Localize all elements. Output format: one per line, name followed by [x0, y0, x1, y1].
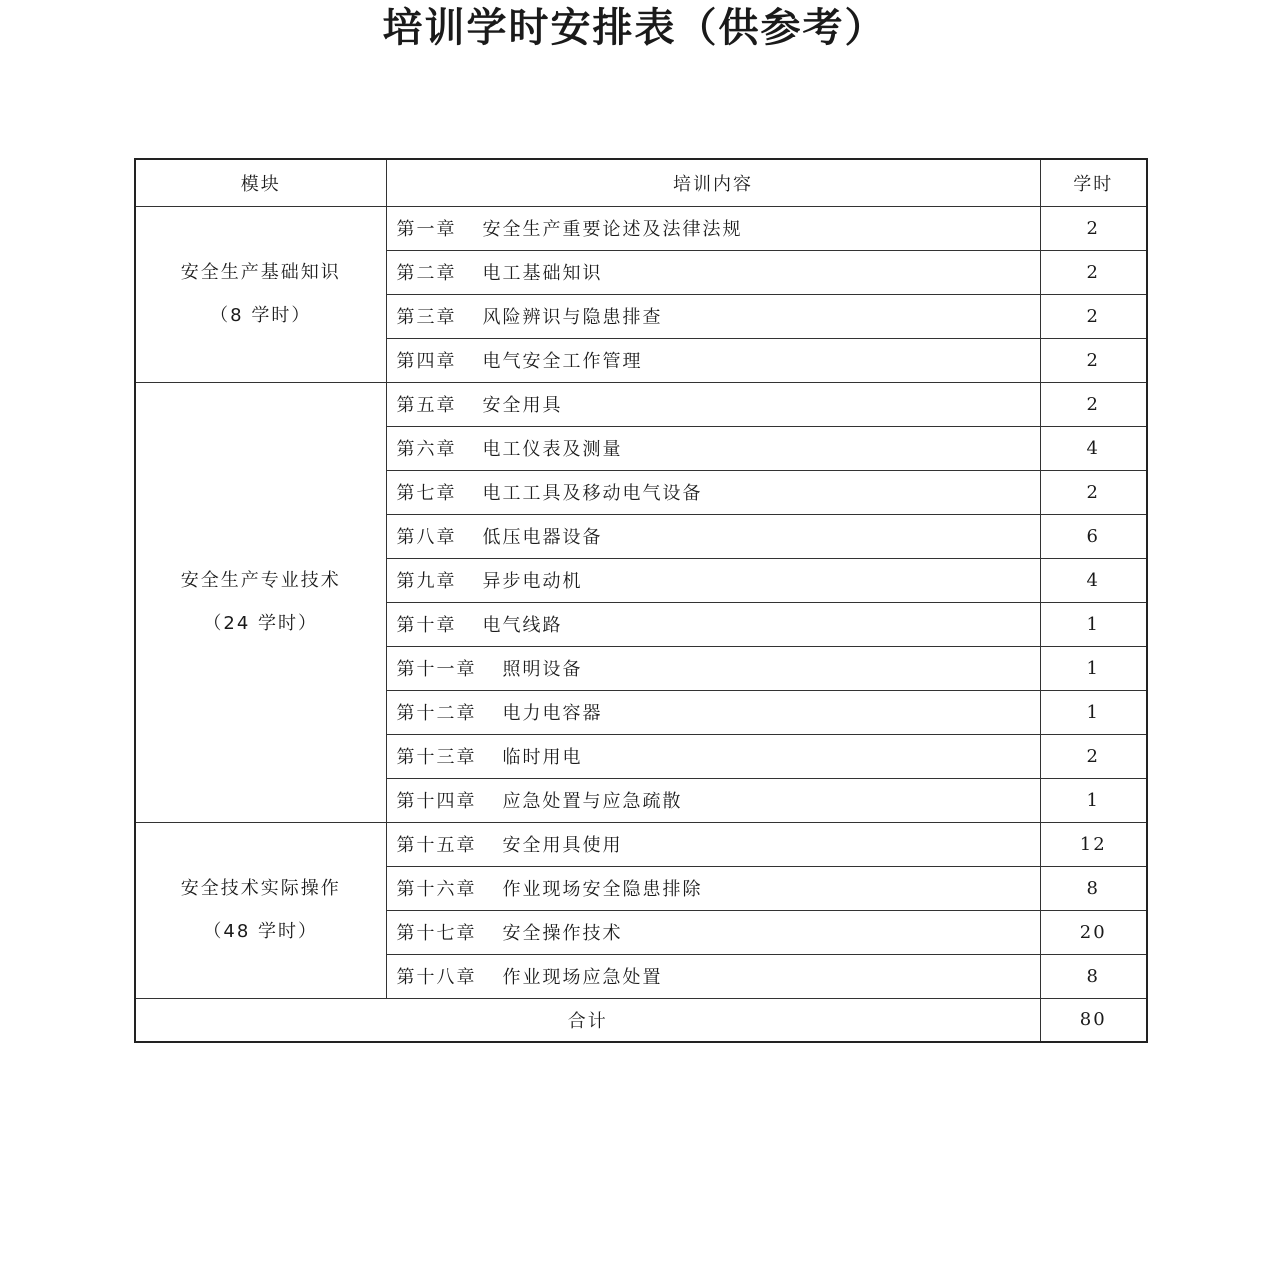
chapter-number: 第七章	[396, 483, 457, 504]
chapter-hours: 1	[1040, 602, 1147, 646]
chapter-title: 作业现场应急处置	[502, 967, 663, 988]
chapter-hours: 2	[1040, 734, 1147, 778]
chapter-title: 安全用具使用	[502, 835, 623, 856]
chapter-cell	[386, 514, 1040, 558]
chapter-hours: 4	[1040, 558, 1147, 602]
chapter-number: 第十四章	[396, 791, 477, 812]
module-hours: （8 学时）	[210, 305, 312, 326]
chapter-number: 第十八章	[396, 967, 477, 988]
chapter-hours: 2	[1040, 382, 1147, 426]
table-row	[135, 822, 1147, 866]
chapter-hours: 2	[1040, 294, 1147, 338]
chapter-number: 第二章	[396, 263, 457, 284]
chapter-cell	[386, 690, 1040, 734]
chapter-title: 应急处置与应急疏散	[502, 791, 683, 812]
module-cell-basic	[135, 206, 386, 382]
chapter-cell	[386, 250, 1040, 294]
module-name: 安全生产基础知识	[180, 262, 341, 283]
chapter-title: 电气线路	[482, 615, 563, 636]
table-header-row	[135, 159, 1147, 206]
chapter-title: 电气安全工作管理	[482, 351, 643, 372]
chapter-hours: 2	[1040, 338, 1147, 382]
chapter-cell	[386, 734, 1040, 778]
chapter-number: 第十三章	[396, 747, 477, 768]
chapter-hours: 12	[1040, 822, 1147, 866]
chapter-title: 安全用具	[482, 395, 563, 416]
total-label: 合计	[135, 998, 1040, 1042]
chapter-title: 照明设备	[502, 659, 583, 680]
chapter-number: 第一章	[396, 219, 457, 240]
chapter-cell	[386, 822, 1040, 866]
chapter-title: 作业现场安全隐患排除	[502, 879, 703, 900]
chapter-hours: 4	[1040, 426, 1147, 470]
chapter-title: 低压电器设备	[482, 527, 603, 548]
chapter-title: 电工工具及移动电气设备	[482, 483, 703, 504]
chapter-number: 第十一章	[396, 659, 477, 680]
chapter-title: 电力电容器	[502, 703, 603, 724]
chapter-cell	[386, 910, 1040, 954]
chapter-cell	[386, 470, 1040, 514]
chapter-cell	[386, 382, 1040, 426]
chapter-title: 安全操作技术	[502, 923, 623, 944]
chapter-hours: 8	[1040, 954, 1147, 998]
header-module: 模块	[135, 159, 386, 206]
chapter-title: 异步电动机	[482, 571, 583, 592]
total-hours: 80	[1040, 998, 1147, 1042]
chapter-hours: 2	[1040, 250, 1147, 294]
chapter-cell	[386, 426, 1040, 470]
chapter-number: 第九章	[396, 571, 457, 592]
chapter-hours: 1	[1040, 690, 1147, 734]
module-hours: （24 学时）	[203, 613, 319, 634]
chapter-number: 第四章	[396, 351, 457, 372]
chapter-number: 第十章	[396, 615, 457, 636]
chapter-cell	[386, 602, 1040, 646]
chapter-number: 第十二章	[396, 703, 477, 724]
chapter-cell	[386, 294, 1040, 338]
header-hours: 学时	[1040, 159, 1147, 206]
chapter-title: 电工仪表及测量	[482, 439, 623, 460]
chapter-title: 风险辨识与隐患排查	[482, 307, 663, 328]
table-row	[135, 206, 1147, 250]
chapter-hours: 8	[1040, 866, 1147, 910]
module-name: 安全生产专业技术	[180, 570, 341, 591]
module-cell-professional	[135, 382, 386, 822]
chapter-title: 临时用电	[502, 747, 583, 768]
chapter-hours: 1	[1040, 646, 1147, 690]
chapter-cell	[386, 954, 1040, 998]
chapter-number: 第六章	[396, 439, 457, 460]
table-row	[135, 382, 1147, 426]
module-hours: （48 学时）	[203, 921, 319, 942]
chapter-hours: 20	[1040, 910, 1147, 954]
chapter-hours: 2	[1040, 470, 1147, 514]
chapter-number: 第八章	[396, 527, 457, 548]
chapter-cell	[386, 338, 1040, 382]
chapter-cell	[386, 646, 1040, 690]
chapter-cell	[386, 558, 1040, 602]
chapter-hours: 2	[1040, 206, 1147, 250]
page-title: 培训学时安排表（供参考）	[382, 4, 887, 51]
training-hours-table	[134, 158, 1148, 1043]
chapter-number: 第五章	[396, 395, 457, 416]
chapter-hours: 1	[1040, 778, 1147, 822]
chapter-number: 第三章	[396, 307, 457, 328]
chapter-cell	[386, 206, 1040, 250]
chapter-number: 第十六章	[396, 879, 477, 900]
chapter-title: 安全生产重要论述及法律法规	[482, 219, 743, 240]
total-row	[135, 998, 1147, 1042]
chapter-number: 第十七章	[396, 923, 477, 944]
chapter-cell	[386, 778, 1040, 822]
header-content: 培训内容	[386, 159, 1040, 206]
chapter-cell	[386, 866, 1040, 910]
chapter-number: 第十五章	[396, 835, 477, 856]
module-cell-practical	[135, 822, 386, 998]
module-name: 安全技术实际操作	[180, 878, 341, 899]
chapter-title: 电工基础知识	[482, 263, 603, 284]
chapter-hours: 6	[1040, 514, 1147, 558]
